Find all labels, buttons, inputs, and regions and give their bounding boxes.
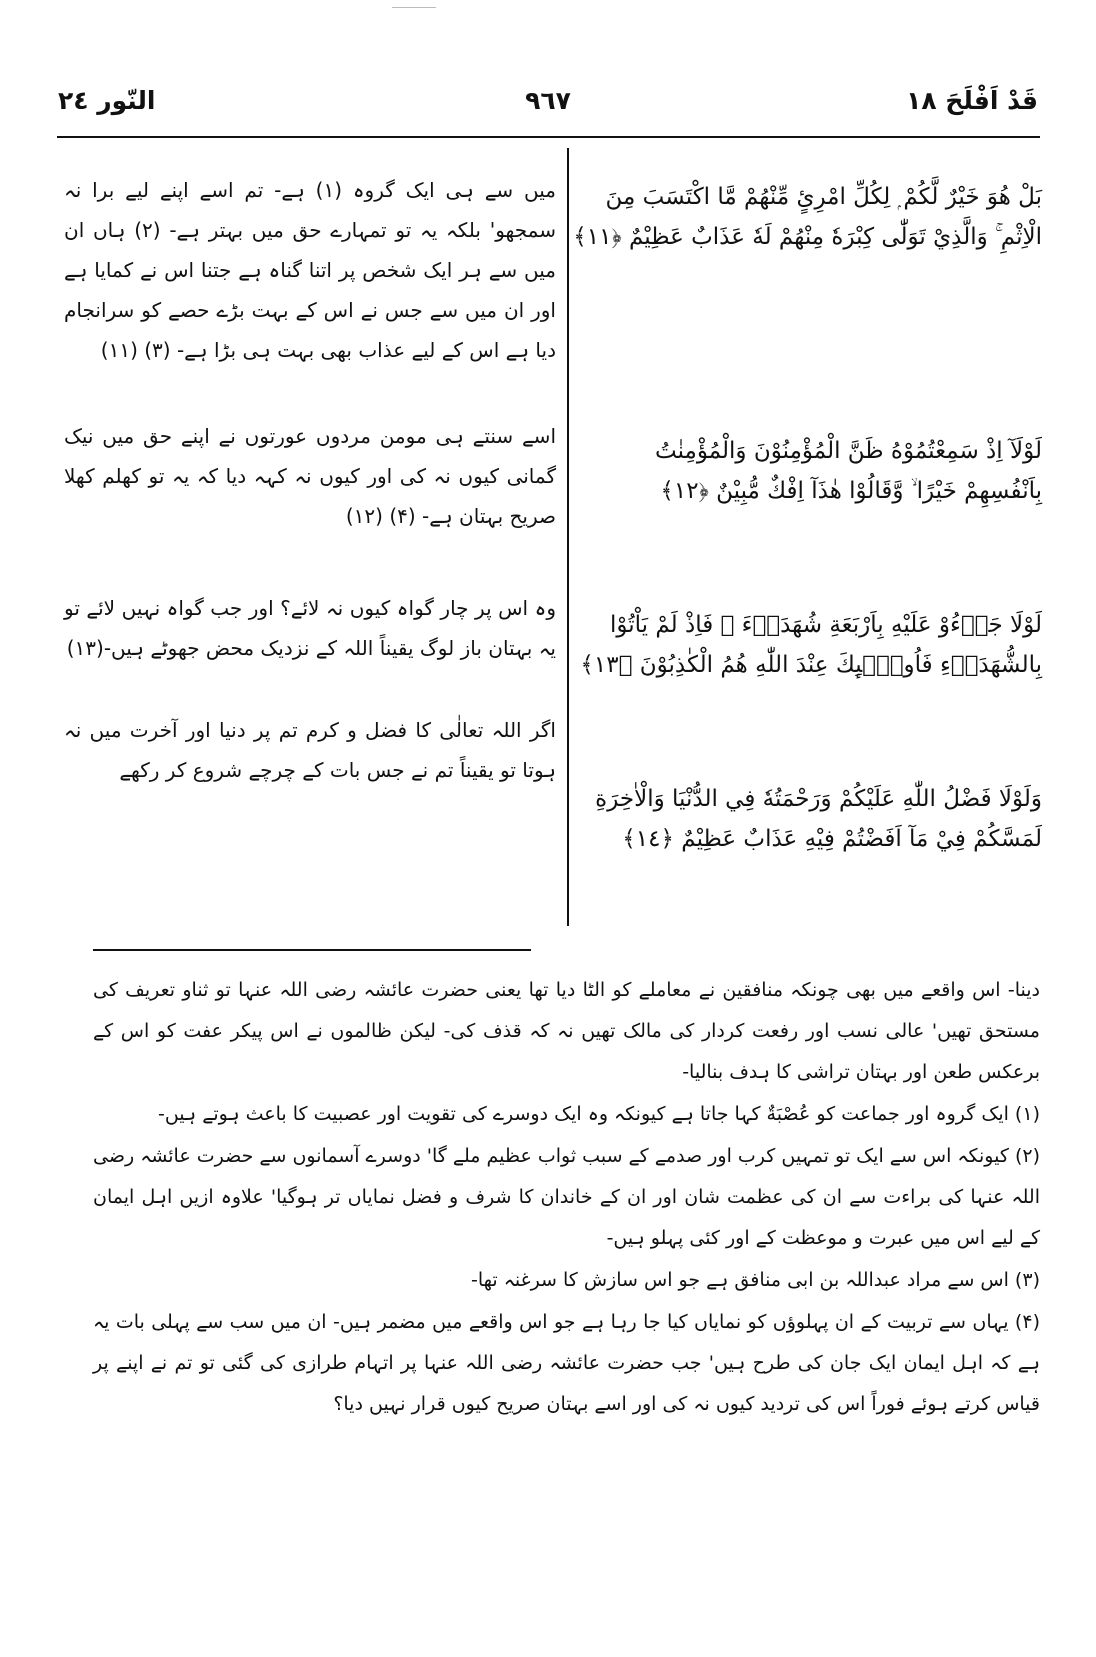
- header-divider: [57, 136, 1040, 138]
- footnote-divider: [93, 949, 531, 951]
- top-mark: [392, 7, 436, 8]
- translation-11: میں سے ہی ایک گروہ (۱) ہے- تم اسے اپنے لیے برا نہ سمجھو' بلکہ یہ تو تمہارے حق میں بہتر ہے- (۲) ہاں ان میں سے ہر ایک شخص پر اتنا گناہ ہے جتنا اس نے کمایا ہے اور ان میں سے جس نے اس کے بہت بڑے حصے کو سرانجام دیا ہے اس کے لیے عذاب بھی بہت ہی بڑا ہے- (۳) (۱۱): [64, 178, 556, 362]
- verse-12: لَوْلَآ اِذْ سَمِعْتُمُوْهُ ظَنَّ الْمُؤْمِنُوْنَ وَالْمُؤْمِنٰتُ بِاَنْفُسِهِمْ خَيْرًا ۙ وَّقَالُوْا هٰذَآ اِفْكٌ مُّبِيْنٌ ﴿١٢﴾: [655, 438, 1042, 504]
- surah-title: النّور ٢٤: [58, 86, 156, 115]
- page-number: ٩٦٧: [525, 86, 571, 115]
- page-header: [58, 86, 1038, 126]
- translation-14: اگر اللہ تعالٰی کا فضل و کرم تم پر دنیا اور آخرت میں نہ ہوتا تو یقیناً تم نے جس بات کے چرچے شروع کر رکھے: [64, 718, 556, 782]
- footnote-2: (۲) کیونکہ اس سے ایک تو تمہیں کرب اور صدمے کے سبب ثواب عظیم ملے گا' دوسرے آسمانوں سے حضرت عائشہ رضی اللہ عنہا کی براءت سے ان کی عظمت شان اور ان کے خاندان کا شرف و فضل نمایاں تر ہوگیا' علاوہ ازیں اہل ایمان کے لیے اس میں عبرت و موعظت کے اور کئی پہلو ہیں-: [93, 1145, 1040, 1249]
- verse-14: وَلَوْلَا فَضْلُ اللّٰهِ عَلَيْكُمْ وَرَحْمَتُهٗ فِي الدُّنْيَا وَالْاٰخِرَةِ لَمَسَّكُمْ فِيْ مَآ اَفَضْتُمْ فِيْهِ عَذَابٌ عَظِيْمٌ ﴿١٤﴾: [595, 786, 1042, 852]
- translation-12: اسے سنتے ہی مومن مردوں عورتوں نے اپنے حق میں نیک گمانی کیوں نہ کی اور کیوں نہ کہہ دیا کہ یہ تو کھلم کھلا صریح بہتان ہے- (۴) (۱۲): [64, 424, 556, 528]
- footnote-1: (۱) ایک گروہ اور جماعت کو عُصْبَةٌ کہا جاتا ہے کیونکہ وہ ایک دوسرے کی تقویت اور عصبیت کا باعث ہوتے ہیں-: [157, 1103, 1040, 1125]
- footnote-3: (۳) اس سے مراد عبداللہ بن ابی منافق ہے جو اس سازش کا سرغنہ تھا-: [471, 1269, 1040, 1291]
- part-title: قَدْ اَفْلَحَ ١٨: [906, 86, 1038, 115]
- column-divider: [567, 148, 569, 926]
- verse-11: بَلْ هُوَ خَيْرٌ لَّكُمْ ۭ لِكُلِّ امْرِئٍ مِّنْهُمْ مَّا اكْتَسَبَ مِنَ الْاِثْمِ ۚ وَالَّذِيْ تَوَلّٰى كِبْرَهٗ مِنْهُمْ لَهٗ عَذَابٌ عَظِيْمٌ ﴿١١﴾: [573, 184, 1042, 250]
- verse-13: لَوْلَا جَاۗءُوْ عَلَيْهِ بِاَرْبَعَةِ شُهَدَاۗءَ ۚ فَاِذْ لَمْ يَاْتُوْا بِالشُّهَدَاۗءِ فَاُولٰۗىِٕكَ عِنْدَ اللّٰهِ هُمُ الْكٰذِبُوْنَ ﴿١٣﴾: [580, 612, 1042, 678]
- translation-13: وہ اس پر چار گواہ کیوں نہ لائے؟ اور جب گواہ نہیں لائے تو یہ بہتان باز لوگ یقیناً اللہ کے نزدیک محض جھوٹے ہیں-(۱۳): [64, 596, 556, 660]
- footnote-4: (۴) یہاں سے تربیت کے ان پہلوؤں کو نمایاں کیا جا رہا ہے جو اس واقعے میں مضمر ہیں- ان میں سب سے پہلی بات یہ ہے کہ اہل ایمان ایک جان کی طرح ہیں' جب حضرت عائشہ رضی اللہ عنہا پر اتہام طرازی کی گئی تو تم نے اپنے پر قیاس کرتے ہوئے فوراً اس کی تردید کیوں نہ کی اور اسے بہتان صریح کیوں قرار نہیں دیا؟: [93, 1311, 1040, 1415]
- footnotes: [93, 970, 1040, 1426]
- footnote-continuation: دینا- اس واقعے میں بھی چونکہ منافقین نے معاملے کو الٹا دیا تھا یعنی حضرت عائشہ رضی اللہ عنہا تو ثناو تعریف کی مستحق تھیں' عالی نسب اور رفعت کردار کی مالک تھیں نہ کہ قذف کی- لیکن ظالموں نے اس پیکر عفت کو اس کے برعکس طعن اور بہتان تراشی کا ہدف بنالیا-: [93, 979, 1040, 1083]
